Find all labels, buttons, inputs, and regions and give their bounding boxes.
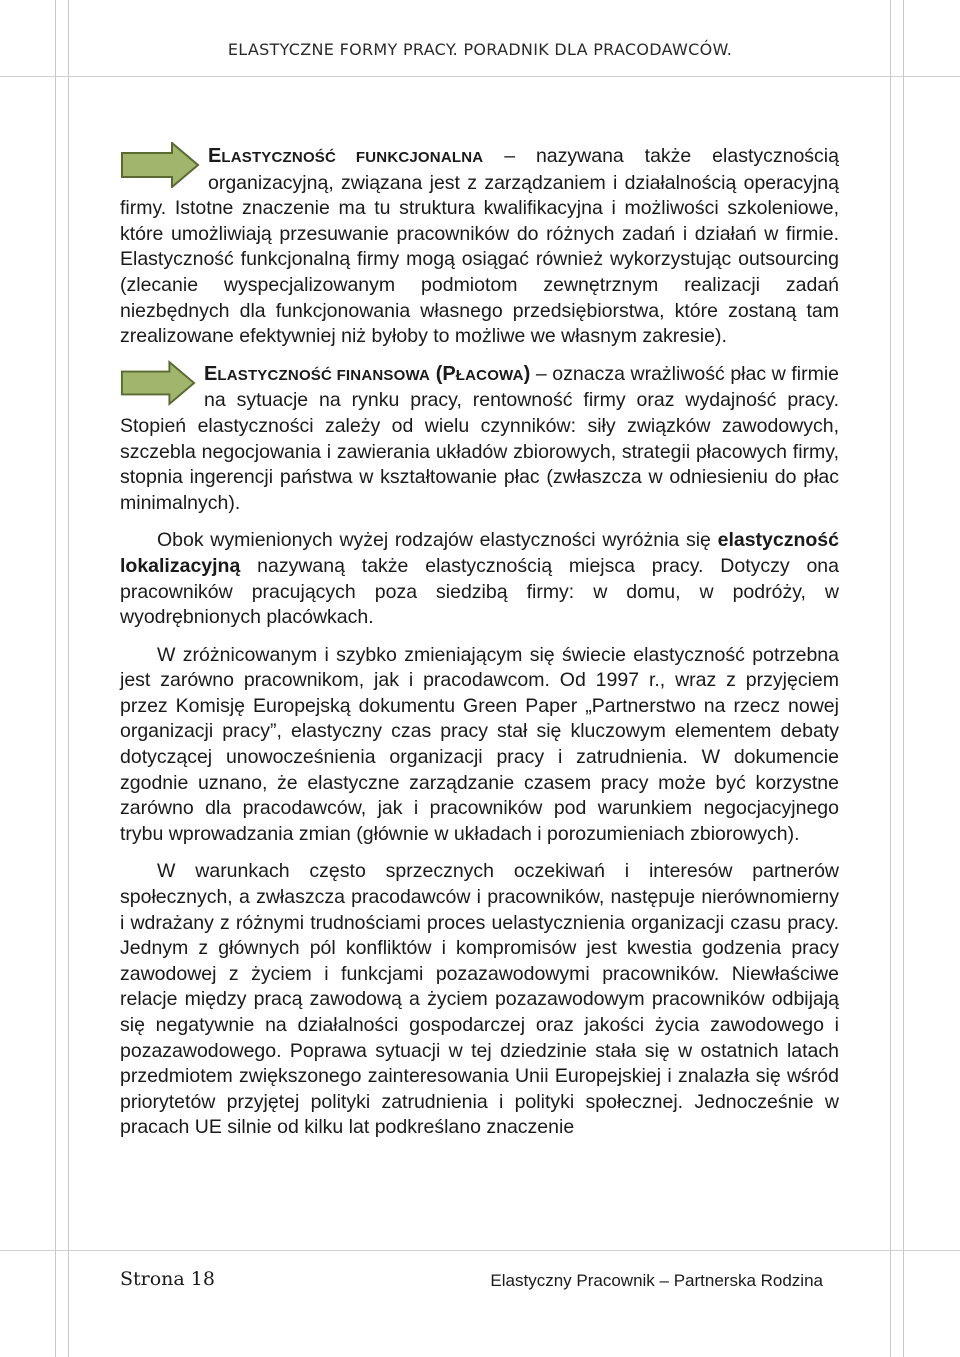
footer-title: Elastyczny Pracownik – Partnerska Rodzina (490, 1271, 823, 1290)
header-divider (0, 76, 960, 77)
paragraph-text: nazywaną także elastycznością miejsca pracy. Dotyczy ona pracowników pracujących poza siedzibą firmy: w domu, w podróży, w wyodrębnionych placówkach. (120, 554, 839, 629)
footer-divider (0, 1250, 960, 1251)
term-cap: E (204, 362, 218, 385)
paragraph-text: – oznacza wrażliwość płac w firmie na sytuacje na rynku pracy, rentowność firmy oraz wydajność pracy. Stopień elastyczności zależy od wielu czynników: siły związków zawodowych, szczebla negocjowania i zawierania układów zbiorowych, strategii płacowych firmy, stopnia ingerencji państwa w kształtowanie płac (zwłaszcza w odniesieniu do płac minimalnych). (120, 362, 840, 514)
term-small-caps: LASTYCZNOŚĆ FINANSOWA (217, 366, 431, 384)
right-margin-rule (890, 0, 904, 1357)
term-small-caps: ŁACOWA (455, 366, 524, 384)
term-cap: E (208, 145, 222, 167)
paragraph-location-flexibility (120, 528, 839, 630)
paragraph-work-life-balance: W warunkach często sprzecznych oczekiwań i interesów partnerów społecznych, a zwłaszcza pracodawców i pracowników, następuje nierównomierny i wdrażany z różnymi trudnościami proces uelastycznienia organizacji czasu pracy. Jednym z głównych pól konfliktów i kompromisów jest kwestia godzenia pracy zawodowej z życiem i funkcjami pozazawodowymi pracowników. Niewłaściwe relacje między pracą zawodową a życiem pozazawodowym pracowników odbijają się negatywnie na działalności gospodarczej oraz jakości życia zawodowego i pozazawodowego. Poprawa sytuacji w tej dziedzinie stała się w ostatnich latach przedmiotem zwiększonego zainteresowania Unii Europejskiej i znalazła się wśród priorytetów przyjętej polityki zatrudnienia i polityki społecznej. Jednocześnie w pracach UE silnie od kilku lat podkreślano znaczenie (120, 860, 839, 1139)
arrow-right-icon (120, 360, 196, 406)
paragraph-functional-flexibility (120, 144, 839, 350)
running-header: ELASTYCZNE FORMY PRACY. PORADNIK DLA PRACODAWCÓW. (227, 40, 733, 59)
arrow-right-icon (120, 142, 200, 188)
paragraph-financial-flexibility (120, 362, 839, 517)
bold-term: elastyczność lokalizacyjną (120, 529, 839, 577)
paragraph-green-paper: W zróżnicowanym i szybko zmieniającym się świecie elastyczność potrzebna jest zarówno pracownikom, jak i pracodawcom. Od 1997 r., wraz z przyjęciem przez Komisję Europejską dokumentu Green Paper „Partnerstwo na rzecz nowej organizacji pracy”, elastyczny czas pracy stał się kluczowym elementem debaty dotyczącej unowocześnienia organizacji pracy i zatrudnienia. W dokumencie zgodnie uznano, że elastyczne zarządzanie czasem pracy może być korzystne zarówno dla pracodawców, jak i pracowników pod warunkiem negocjacyjnego trybu wprowadzania zmian (głównie w układach i porozumieniach zbiorowych). (120, 643, 839, 845)
paragraph-text: Obok wymienionych wyżej rodzajów elastyczności wyróżnia się (157, 529, 718, 552)
page-number: Strona 18 (120, 1268, 215, 1290)
main-content (120, 144, 839, 1153)
term-small-caps: LASTYCZNOŚĆ FUNKCJONALNA (221, 149, 484, 166)
left-margin-rule (55, 0, 69, 1357)
paragraph-text: – nazywana także elastycznością organizacyjną, związana jest z zarządzaniem i działalnością operacyjną firmy. Istotne znaczenie ma tu struktura kwalifikacyjna i możliwości szkoleniowe, które umożliwiają przesuwanie pracowników do różnych zadań i działań w firmie. Elastyczność funkcjonalną firmy mogą osiągać również wykorzystując outsourcing (zlecanie wyspecjalizowanym podmiotom zewnętrznym realizacji zadań niezbędnych dla funkcjonowania własnego przedsiębiorstwa, które zostaną tam zrealizowane efektywniej niż byłoby to możliwe we własnym zakresie). (120, 145, 839, 348)
term-cap: ) (523, 362, 531, 385)
term-cap: (P (430, 362, 456, 385)
